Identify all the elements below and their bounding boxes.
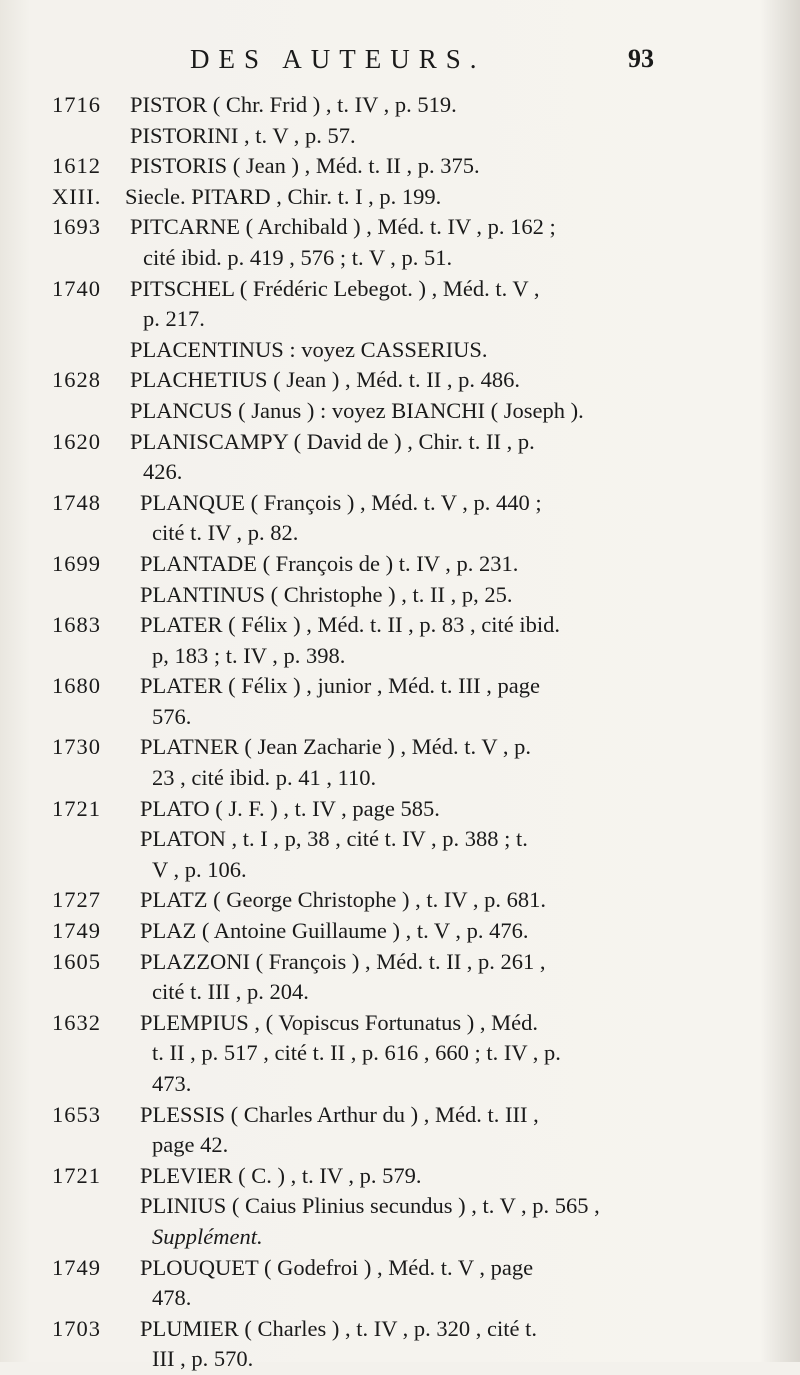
page-number: 93: [628, 44, 654, 73]
entry-text: PISTOR ( Chr. Frid ) , t. IV , p. 519.: [130, 92, 457, 117]
index-entry: [0, 1314, 800, 1375]
entry-continuation: III , p. 570.: [152, 1346, 254, 1372]
entry-year: 1632: [52, 1009, 101, 1035]
entry-text: PLAZ ( Antoine Guillaume ) , t. V , p. 476.: [140, 918, 529, 944]
entry-year: 1699: [52, 550, 101, 576]
entry-continuation: cité t. IV , p. 82.: [152, 520, 299, 546]
index-entry: [0, 916, 800, 947]
entry-text: PLUMIER ( Charles ) , t. IV , p. 320 , cité t.: [140, 1315, 538, 1341]
entry-text: PLOUQUET ( Godefroi ) , Méd. t. V , page: [140, 1254, 534, 1280]
index-entry: [0, 1161, 800, 1192]
entry-text: PLANTINUS ( Christophe ) , t. II , p, 25.: [140, 581, 513, 607]
entry-text: Siecle. PITARD , Chir. t. I , p. 199.: [125, 183, 442, 209]
index-entry: [0, 947, 800, 1008]
entry-continuation: p, 183 ; t. IV , p. 398.: [152, 642, 346, 668]
entry-year: 1740: [52, 275, 101, 301]
index-entry: [0, 824, 800, 885]
entry-year: 1612: [52, 153, 101, 179]
entry-continuation: V , p. 106.: [152, 856, 247, 882]
entry-continuation: t. II , p. 517 , cité t. II , p. 616 , 660 ; t. IV , p.: [152, 1040, 561, 1066]
entry-year: 1703: [52, 1315, 101, 1341]
entry-continuation: page 42.: [152, 1132, 229, 1158]
entry-text: PLEVIER ( C. ) , t. IV , p. 579.: [140, 1162, 422, 1188]
entry-year: 1653: [52, 1101, 101, 1127]
entry-continuation: 473.: [152, 1071, 192, 1096]
entry-year: 1721: [52, 1162, 101, 1188]
index-entry: [0, 732, 800, 793]
page-header: [0, 44, 800, 84]
index-entry: [0, 396, 800, 427]
entry-continuation: 426.: [143, 459, 183, 485]
entry-continuation: cité ibid. p. 419 , 576 ; t. V , p. 51.: [143, 244, 453, 270]
entry-year: 1716: [52, 92, 101, 117]
entry-continuation: p. 217.: [143, 306, 205, 332]
entry-text: PISTORIS ( Jean ) , Méd. t. II , p. 375.: [130, 153, 480, 179]
entry-text: PLATER ( Félix ) , Méd. t. II , p. 83 , cité ibid.: [140, 612, 560, 638]
entry-year: 1749: [52, 918, 101, 944]
entry-year: 1693: [52, 214, 101, 240]
entry-text: PITCARNE ( Archibald ) , Méd. t. IV , p. 162 ;: [130, 214, 556, 240]
entry-year: 1683: [52, 612, 101, 638]
entry-year: 1721: [52, 795, 101, 821]
index-entry: [0, 212, 800, 273]
entry-text: PITSCHEL ( Frédéric Lebegot. ) , Méd. t. V ,: [130, 275, 540, 301]
entry-continuation: 23 , cité ibid. p. 41 , 110.: [152, 765, 377, 791]
entry-continuation: cité t. III , p. 204.: [152, 979, 309, 1005]
index-entry: [0, 151, 800, 182]
entry-text: PLAZZONI ( François ) , Méd. t. II , p. 261 ,: [140, 948, 546, 974]
entry-year: XIII.: [52, 183, 102, 209]
entry-text: PLATZ ( George Christophe ) , t. IV , p. 681.: [140, 887, 546, 913]
entry-year: 1730: [52, 734, 101, 760]
entry-year: 1605: [52, 948, 101, 974]
entry-text: PLANISCAMPY ( David de ) , Chir. t. II , p.: [130, 428, 535, 454]
entry-text: PLACHETIUS ( Jean ) , Méd. t. II , p. 486.: [130, 367, 520, 393]
index-entry: [0, 794, 800, 825]
entry-continuation: 478.: [152, 1285, 192, 1311]
index-entry: [0, 885, 800, 916]
entry-text: PLESSIS ( Charles Arthur du ) , Méd. t. III ,: [140, 1101, 539, 1127]
entry-text: PLATO ( J. F. ) , t. IV , page 585.: [140, 795, 440, 821]
entry-text: PLATNER ( Jean Zacharie ) , Méd. t. V , p.: [140, 734, 531, 760]
index-entry: [0, 1253, 800, 1314]
index-entry: [0, 90, 800, 121]
entry-year: 1748: [52, 489, 101, 515]
index-entry: [0, 488, 800, 549]
entry-year: 1680: [52, 673, 101, 699]
index-entry: [0, 335, 800, 366]
entry-year: 1749: [52, 1254, 101, 1280]
index-entry: [0, 274, 800, 335]
entry-text: PLANQUE ( François ) , Méd. t. V , p. 440 ;: [140, 489, 542, 515]
entry-text: PLATER ( Félix ) , junior , Méd. t. III , page: [140, 673, 540, 699]
entry-year: 1620: [52, 428, 101, 454]
index-entry: [0, 121, 800, 152]
entry-continuation: Supplément.: [152, 1223, 263, 1249]
index-entry: [0, 1100, 800, 1161]
entry-text: PLEMPIUS , ( Vopiscus Fortunatus ) , Méd.: [140, 1009, 538, 1035]
entry-text: PLINIUS ( Caius Plinius secundus ) , t. V , p. 565 ,: [140, 1193, 600, 1219]
entry-text: PISTORINI , t. V , p. 57.: [130, 122, 356, 148]
index-entry: [0, 182, 800, 213]
index-entry: [0, 1191, 800, 1252]
entry-year: 1727: [52, 887, 101, 913]
running-title: DES AUTEURS.: [190, 44, 486, 74]
index-entry: [0, 549, 800, 580]
index-entry: [0, 1008, 800, 1100]
index-entry: [0, 365, 800, 396]
author-index-list: [0, 90, 800, 1375]
entry-text: PLACENTINUS : voyez CASSERIUS.: [130, 336, 488, 362]
entry-text: PLANTADE ( François de ) t. IV , p. 231.: [140, 550, 519, 576]
index-entry: [0, 427, 800, 488]
entry-continuation: 576.: [152, 703, 192, 729]
index-entry: [0, 580, 800, 611]
index-entry: [0, 610, 800, 671]
entry-year: 1628: [52, 367, 101, 393]
entry-text: PLANCUS ( Janus ) : voyez BIANCHI ( Joseph ).: [130, 397, 584, 423]
index-entry: [0, 671, 800, 732]
entry-text: PLATON , t. I , p, 38 , cité t. IV , p. 388 ; t.: [140, 826, 528, 852]
